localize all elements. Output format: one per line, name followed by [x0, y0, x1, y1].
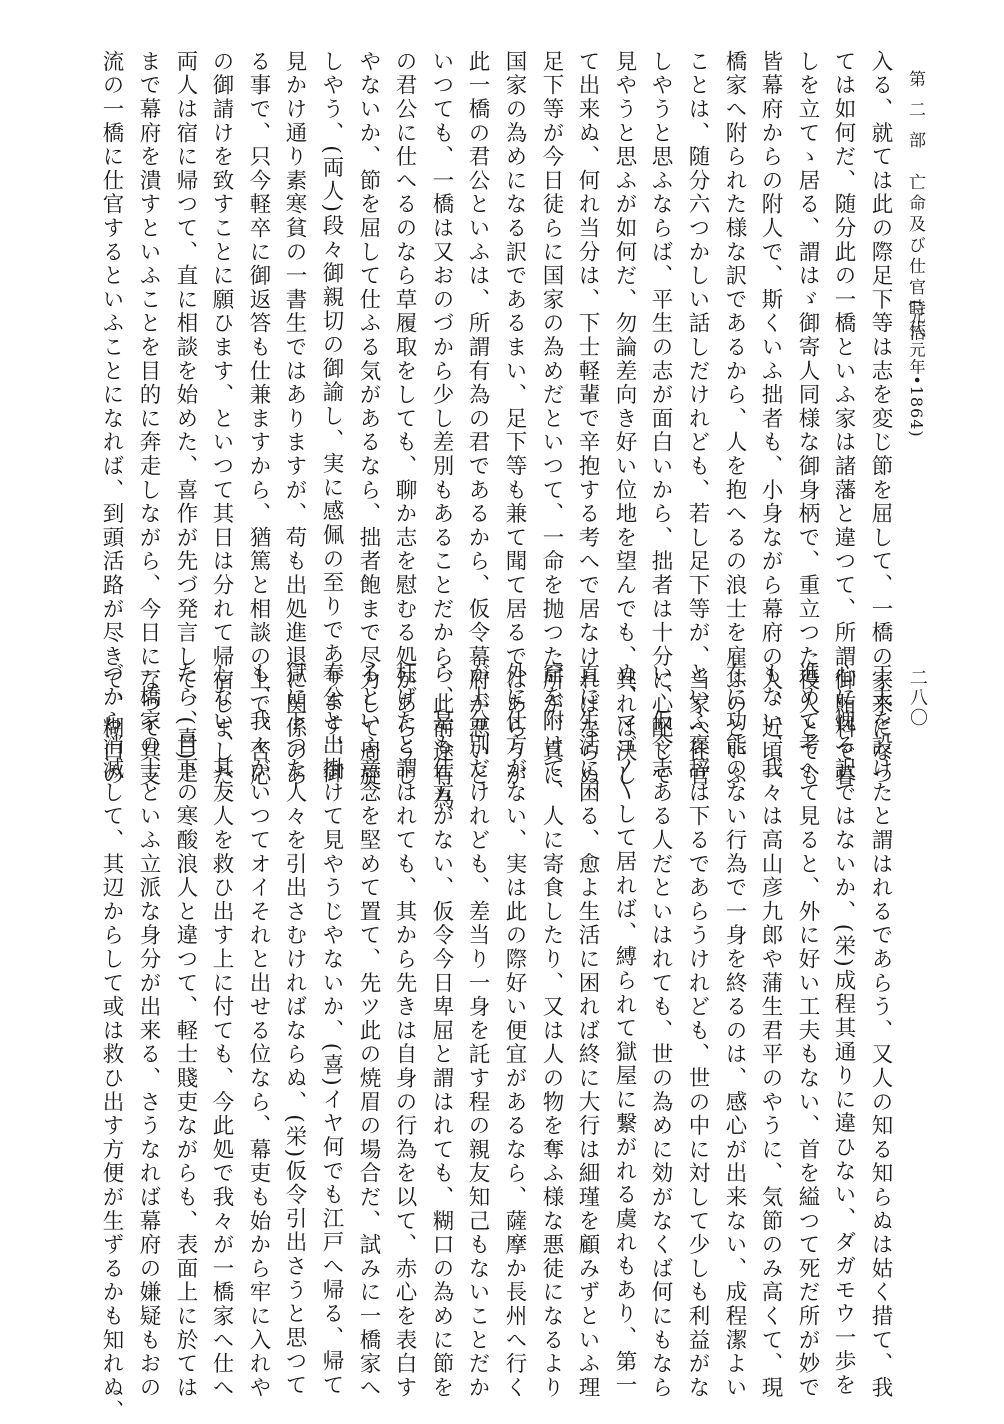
text-column: やないか、節を屈して仕ふる気があるなら、拙者飽まで尽力して周旋 [356, 50, 381, 788]
text-column: しを立てゝ居る、謂はゞ御寄人同様な御身柄で、重立つた役人とても [795, 50, 820, 788]
text-column: るといふ意念を堅めて置て、先ツ此の焼眉の場合だ、試みに一橋家へ [356, 662, 381, 1400]
text-column: 此一橋の君公といふは、所謂有為の君であるから、仮令幕府が悪いと [465, 50, 490, 788]
text-column: ら、是も仕方がない、仮令今日卑屈と謂はれても、糊口の為めに節を [429, 662, 454, 1400]
text-column: が上分別だけれども、差当り一身を託す程の親友知己もないことだか [465, 662, 490, 1400]
text-column: ては如何だ、随分此の一橋といふ家は諸藩と違つて、所謂御賄料で暮 [831, 50, 856, 788]
text-column: しない、其友人を救ひ出す上に付ても、今此処で我々が一橋家へ仕へ [209, 662, 234, 1400]
running-head: 第 二 部 亡命及び仕官時代 [905, 70, 925, 341]
text-column: 見かけ通り素寒貧の一書生ではありますが、苟も出処進退に関係のあ [282, 50, 307, 788]
text-column: 獄に下つた人々を引出さむければならぬ、(栄)仮令引出さうと思つて [282, 662, 307, 1398]
text-column: 心に愧る訳ではないか、(栄)成程其通りに違ひない、ダガモウ一歩を [831, 662, 856, 1398]
text-column: 足下等が今日徒らに国家の為めだといつて、一命を抛つた所が、真に [539, 50, 564, 788]
text-column: 皆幕府からの附人で、斯くいふ拙者も、小身ながら幕府の人、近頃一 [758, 50, 783, 788]
text-column: いつても、一橋は又おのづから少し差別もあることだから、此前途有為 [429, 50, 454, 812]
text-column: たら、目下の寒酸浪人と違つて、軽士賤吏ながらも、表面上に於ては [173, 662, 198, 1400]
text-column: る事で、只今軽卒に御返答も仕兼ますから、猶篤と相談の上で、否応 [246, 50, 271, 788]
text-column: の御請けを致すことに願ひます、といつて其日は分れて帰宿しました、 [209, 50, 234, 812]
text-column: 橋家へ附られた様な訳であるから、人を抱へるの浪士を雇ふのといふ [722, 50, 747, 788]
text-column: 奉公と出掛けて見やうじやないか、(喜)イヤ何でも江戸へ帰る、帰て [319, 662, 344, 1398]
text-column: 見やうと思ふが如何だ、勿論差向き好い位地を望んでも、其れは決し [612, 50, 637, 788]
text-column: 工夫を設けたと謂はれるであらう、又人の知る知らぬは姑く措て、我 [868, 662, 893, 1400]
text-column: まで幕府を潰すといふことを目的に奔走しながら、今日になつて其支 [136, 50, 161, 788]
text-column: 外に仕方がない、実は此の際好い便宜があるなら、薩摩か長州へ行く [502, 662, 527, 1400]
text-column: もない、我々は高山彦九郎や蒲生君平のやうに、気節のみ高くて、現 [758, 662, 783, 1400]
text-column: の君公に仕へるのなら草履取をしても、聊か志を慰むる処があらうじ [392, 50, 417, 788]
text-column: といふ褒辞は下るであらうけれども、世の中に対して少しも利益がな [685, 662, 710, 1400]
text-column: ことは、随分六つかしい話しだけれども、若し足下等が、当家へ仕官 [685, 50, 710, 788]
text-column: 国家の為めになる訳であるまい、足下等も兼て聞て居るではあらうが [502, 50, 527, 788]
text-column: しやう、(両人)段々御親切の御諭し、実に感佩の至りであります、御 [319, 50, 344, 786]
text-column: も、我々がいつてオイそれと出せる位なら、幕吏も始から牢に入れや [246, 662, 271, 1400]
text-column: 入る、就ては此の際足下等は志を変じ節を屈して、一橋の家来になつ [868, 50, 893, 788]
year-note: (元治元年•1864) [907, 300, 926, 438]
text-column: て出来ぬ、何れ当分は、下士軽輩で辛抱する考へで居なければならぬ、 [575, 50, 600, 812]
text-column: 直に生活に困る、愈よ生活に困れば終に大行は細瑾を顧みずといふ理 [575, 662, 600, 1400]
text-column: づから消滅して、其辺からして或は救ひ出す方便が生ずるかも知れぬ、 [99, 662, 124, 1424]
text-column: しやうと思ふならば、平生の志が面白いから、拙者は十分に心配して [648, 50, 673, 788]
text-column: 両人は宿に帰つて、直に相談を始めた、喜作が先づ発言して、(喜)是 [173, 50, 198, 786]
text-column: 流の一橋に仕官するといふことになれば、到頭活路が尽きて、糊口の [99, 50, 124, 788]
page-number: 二八〇 [907, 668, 928, 728]
text-column: い、仮令志ある人だといはれても、世の為めに効がなくば何にもなら [648, 662, 673, 1400]
text-column: 進めて考へて見ると、外に好い工夫もない、首を縊つて死だ所が妙で [795, 662, 820, 1400]
text-column: 在に功能のない行為で一身を終るのは、感心が出来ない、成程潔よい [722, 662, 747, 1400]
text-column: ぬ、マゴ〳〵して居れば、縛られて獄屋に繋がれる虞れもあり、第一 [612, 662, 637, 1398]
text-column: 枉げたと謂はれても、其から先きは自身の行為を以て、赤心を表白す [392, 662, 417, 1400]
text-column: 一橋家の士といふ立派な身分が出来る、さうなれば幕府の嫌疑もおの [136, 662, 161, 1400]
text-column: 窟を附けて、人に寄食したり、又は人の物を奪ふ様な悪徒になるより [539, 662, 564, 1400]
